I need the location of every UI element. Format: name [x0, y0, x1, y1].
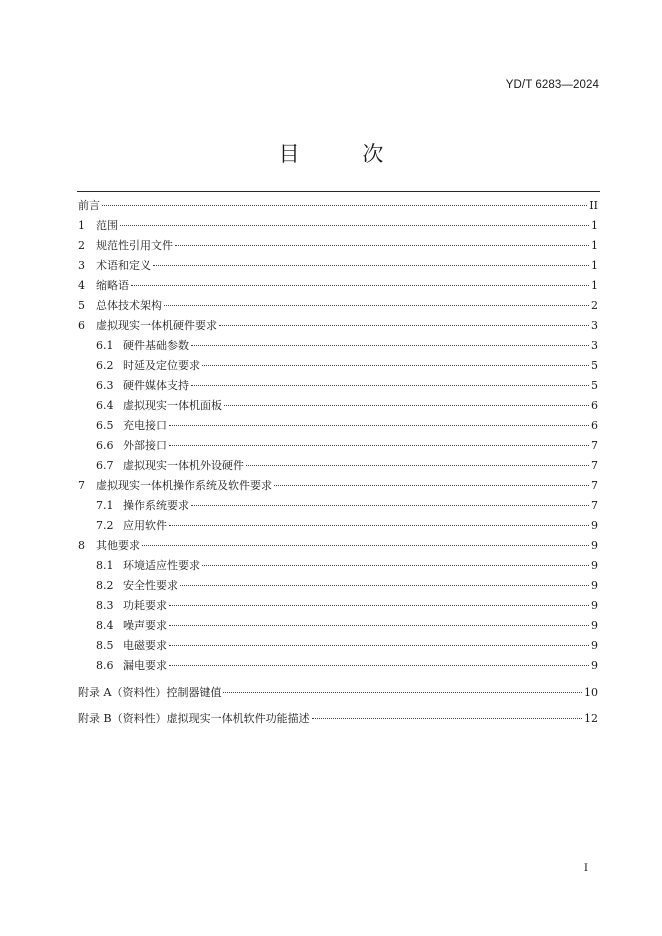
toc-entry-number: 8: [78, 539, 85, 552]
toc-entry[interactable]: [78, 516, 598, 536]
toc-entry-page: 10: [584, 686, 598, 699]
toc-entry-title: 虚拟现实一体机外设硬件: [123, 459, 244, 472]
toc-entry-title: 功耗要求: [123, 599, 167, 612]
dot-leader: [191, 345, 589, 346]
toc-entry[interactable]: [78, 256, 598, 276]
dot-leader: [175, 245, 589, 246]
toc-entry-title: 充电接口: [123, 419, 167, 432]
dot-leader: [180, 585, 589, 586]
dot-leader: [169, 605, 589, 606]
toc-entry-title: 虚拟现实一体机操作系统及软件要求: [96, 479, 272, 492]
toc-entry[interactable]: [78, 576, 598, 596]
dot-leader: [169, 625, 589, 626]
toc-entry[interactable]: [78, 316, 598, 336]
toc-entry-title: 缩略语: [96, 279, 129, 292]
toc-entry-title: 电磁要求: [123, 639, 167, 652]
toc-entry-title: 虚拟现实一体机面板: [123, 399, 222, 412]
toc-entry[interactable]: [78, 196, 598, 216]
dot-leader: [246, 465, 589, 466]
toc-entry[interactable]: [78, 683, 598, 703]
toc-entry-number: 8.1: [96, 559, 114, 572]
toc-entry-title: 应用软件: [123, 519, 167, 532]
toc-entry-number: 8.3: [96, 599, 114, 612]
dot-leader: [169, 525, 589, 526]
toc-entry-page: 5: [591, 379, 598, 392]
toc-entry-page: 6: [591, 419, 598, 432]
toc-entry-number: 7.1: [96, 499, 114, 512]
toc-entry-number: 8.6: [96, 659, 114, 672]
toc-entry-number: 6.1: [96, 339, 114, 352]
toc-entry-title: 总体技术架构: [96, 299, 162, 312]
toc-entry[interactable]: [78, 416, 598, 436]
toc-entry-page: 12: [584, 712, 598, 725]
toc-entry-page: 7: [591, 479, 598, 492]
toc-entry[interactable]: [78, 496, 598, 516]
table-of-contents: [78, 196, 598, 729]
toc-entry-title: 硬件基础参数: [123, 339, 189, 352]
toc-entry[interactable]: [78, 396, 598, 416]
toc-entry-title: 范围: [96, 219, 118, 232]
toc-entry-title: 漏电要求: [123, 659, 167, 672]
toc-entry-page: 3: [591, 339, 598, 352]
toc-entry-title: 操作系统要求: [123, 499, 189, 512]
dot-leader: [274, 485, 589, 486]
dot-leader: [191, 385, 589, 386]
toc-entry-number: 6.5: [96, 419, 114, 432]
toc-entry[interactable]: [78, 436, 598, 456]
toc-entry-number: 3: [78, 259, 85, 272]
toc-entry[interactable]: [78, 536, 598, 556]
toc-entry-number: 7.2: [96, 519, 114, 532]
toc-entry-page: 1: [591, 219, 598, 232]
toc-entry-number: 4: [78, 279, 85, 292]
dot-leader: [169, 645, 589, 646]
toc-entry-number: 6.6: [96, 439, 114, 452]
toc-entry-page: 9: [591, 519, 598, 532]
toc-entry-page: 1: [591, 279, 598, 292]
toc-entry[interactable]: [78, 596, 598, 616]
toc-entry-title: 其他要求: [96, 539, 140, 552]
dot-leader: [102, 205, 587, 206]
page-title: 目 次: [278, 142, 412, 166]
toc-entry-number: 2: [78, 239, 85, 252]
toc-entry-title: 环境适应性要求: [123, 559, 200, 572]
toc-entry[interactable]: [78, 476, 598, 496]
toc-entry-number: 5: [78, 299, 85, 312]
toc-entry-page: 6: [591, 399, 598, 412]
toc-entry-title: 噪声要求: [123, 619, 167, 632]
toc-entry-number: 6.3: [96, 379, 114, 392]
toc-entry-page: 7: [591, 499, 598, 512]
toc-entry-title: 外部接口: [123, 439, 167, 452]
dot-leader: [169, 445, 589, 446]
toc-entry-number: 6.7: [96, 459, 114, 472]
toc-entry-number: 6: [78, 319, 85, 332]
toc-entry-title: 附录 B（资料性）虚拟现实一体机软件功能描述: [78, 712, 310, 725]
dot-leader: [169, 425, 589, 426]
dot-leader: [312, 718, 582, 719]
toc-entry[interactable]: [78, 356, 598, 376]
dot-leader: [142, 545, 589, 546]
toc-entry[interactable]: [78, 709, 598, 729]
toc-entry-title: 附录 A（资料性）控制器键值: [78, 686, 222, 699]
toc-entry-title: 硬件媒体支持: [123, 379, 189, 392]
toc-entry[interactable]: [78, 336, 598, 356]
toc-entry-page: 2: [591, 299, 598, 312]
toc-entry-page: 9: [591, 539, 598, 552]
toc-entry[interactable]: [78, 296, 598, 316]
toc-entry-page: 7: [591, 459, 598, 472]
dot-leader: [223, 692, 582, 693]
dot-leader: [191, 505, 589, 506]
dot-leader: [131, 285, 589, 286]
toc-entry-number: 6.2: [96, 359, 114, 372]
toc-entry-page: 9: [591, 659, 598, 672]
document-code: YD/T 6283—2024: [505, 79, 599, 91]
toc-entry-title: 时延及定位要求: [123, 359, 200, 372]
toc-entry[interactable]: [78, 376, 598, 396]
toc-entry-number: 8.5: [96, 639, 114, 652]
toc-entry-number: 8.2: [96, 579, 114, 592]
title-divider: [77, 191, 600, 192]
toc-entry[interactable]: [78, 636, 598, 656]
toc-entry[interactable]: [78, 216, 598, 236]
toc-entry-title: 规范性引用文件: [96, 239, 173, 252]
toc-entry-page: 9: [591, 579, 598, 592]
toc-entry-page: II: [589, 199, 598, 212]
toc-entry[interactable]: [78, 656, 598, 676]
toc-entry[interactable]: [78, 276, 598, 296]
toc-entry[interactable]: [78, 556, 598, 576]
toc-entry-page: 5: [591, 359, 598, 372]
dot-leader: [219, 325, 589, 326]
toc-entry-page: 9: [591, 599, 598, 612]
toc-entry-title: 安全性要求: [123, 579, 178, 592]
dot-leader: [164, 305, 589, 306]
dot-leader: [202, 365, 589, 366]
toc-entry[interactable]: [78, 456, 598, 476]
toc-entry-title: 虚拟现实一体机硬件要求: [96, 319, 217, 332]
dot-leader: [153, 265, 589, 266]
dot-leader: [224, 405, 589, 406]
dot-leader: [120, 225, 589, 226]
toc-entry-page: 7: [591, 439, 598, 452]
toc-entry-number: 7: [78, 479, 85, 492]
toc-entry-page: 3: [591, 319, 598, 332]
toc-entry-page: 9: [591, 559, 598, 572]
toc-entry-number: 8.4: [96, 619, 114, 632]
dot-leader: [169, 665, 589, 666]
toc-entry-page: 1: [591, 259, 598, 272]
toc-entry-title: 术语和定义: [96, 259, 151, 272]
page-number: I: [583, 862, 588, 874]
toc-entry-number: 6.4: [96, 399, 114, 412]
toc-entry-page: 9: [591, 639, 598, 652]
toc-entry[interactable]: [78, 236, 598, 256]
dot-leader: [202, 565, 589, 566]
toc-entry-page: 1: [591, 239, 598, 252]
toc-entry-page: 9: [591, 619, 598, 632]
toc-entry-number: 1: [78, 219, 85, 232]
toc-entry[interactable]: [78, 616, 598, 636]
toc-entry-title: 前言: [78, 199, 100, 212]
